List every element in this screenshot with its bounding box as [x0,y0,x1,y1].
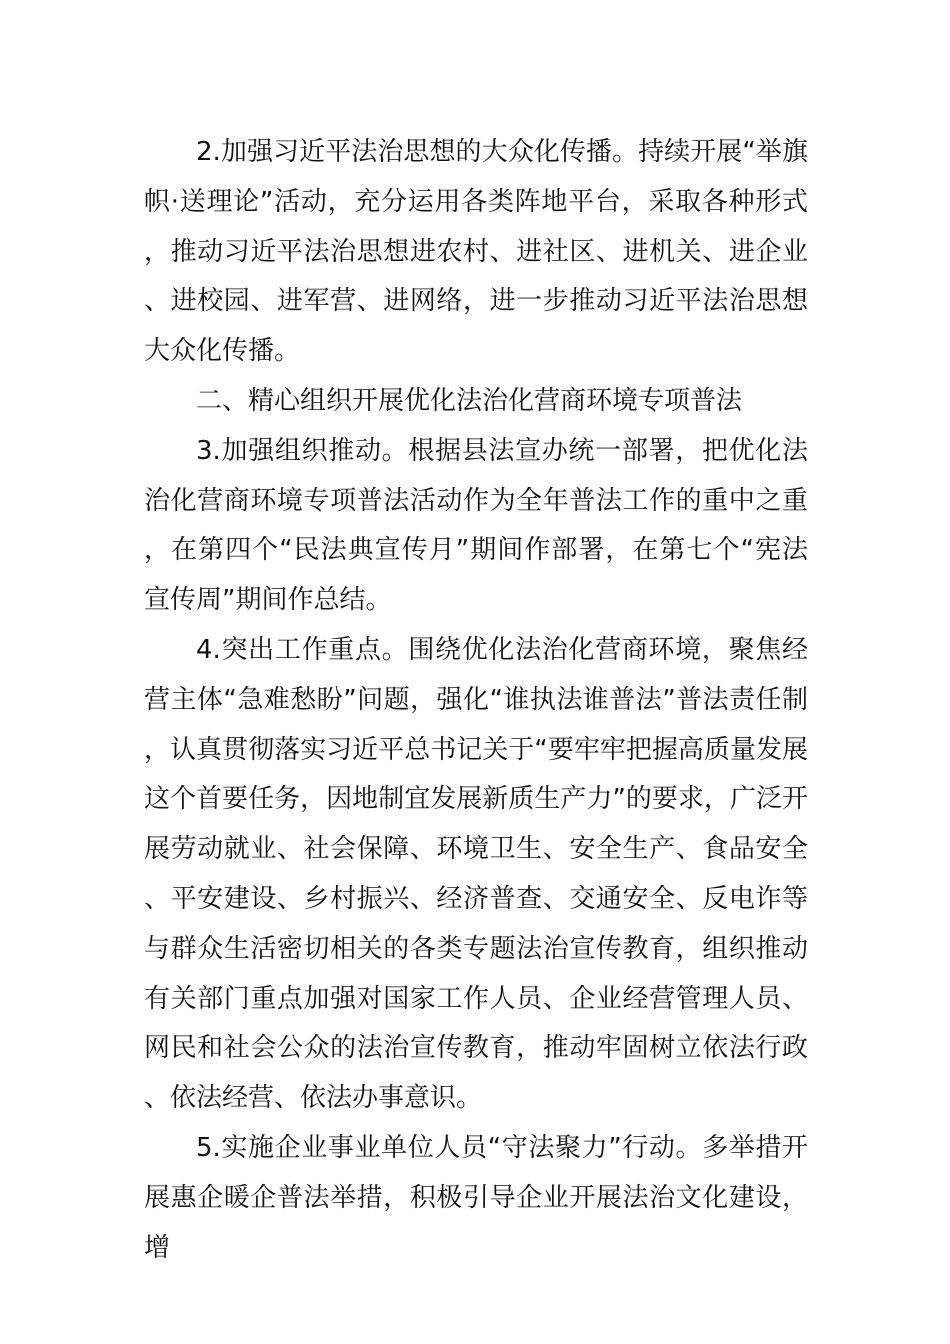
paragraph-item-3: 3.加强组织推动。根据县法宣办统一部署，把优化法治化营商环境专项普法活动作为全年普法工作的重中之重，在第四个“民法典宣传月”期间作部署，在第七个“宪法宣传周”期间作总结。 [144,435,808,616]
paragraph-item-4: 4.突出工作重点。围绕优化法治化营商环境，聚焦经营主体“急难愁盼”问题，强化“谁执法谁普法”普法责任制，认真贯彻落实习近平总书记关于“要牢牢把握高质量发展这个首要任务，因地制宜发展新质生产力”的要求，广泛开展劳动就业、社会保障、环境卫生、安全生产、食品安全、平安建设、乡村振兴、经济普查、交通安全、反电诈等与群众生活密切相关的各类专题法治宣传教育，组织推动有关部门重点加强对国家工作人员、企业经营管理人员、网民和社会公众的法治宣传教育，推动牢固树立依法行政、依法经营、依法办事意识。 [144,634,808,1114]
section-heading-two: 二、精心组织开展优化法治化营商环境专项普法 [196,385,743,416]
document-page [144,128,808,1273]
paragraph-item-2: 2.加强习近平法治思想的大众化传播。持续开展“举旗帜·送理论”活动，充分运用各类阵地平台，采取各种形式，推动习近平法治思想进农村、进社区、进机关、进企业、进校园、进军营、进网络，进一步推动习近平法治思想大众化传播。 [144,137,808,367]
paragraph-item-5: 5.实施企业事业单位人员“守法聚力”行动。多举措开展惠企暖企普法举措，积极引导企业开展法治文化建设，增 [144,1132,808,1263]
